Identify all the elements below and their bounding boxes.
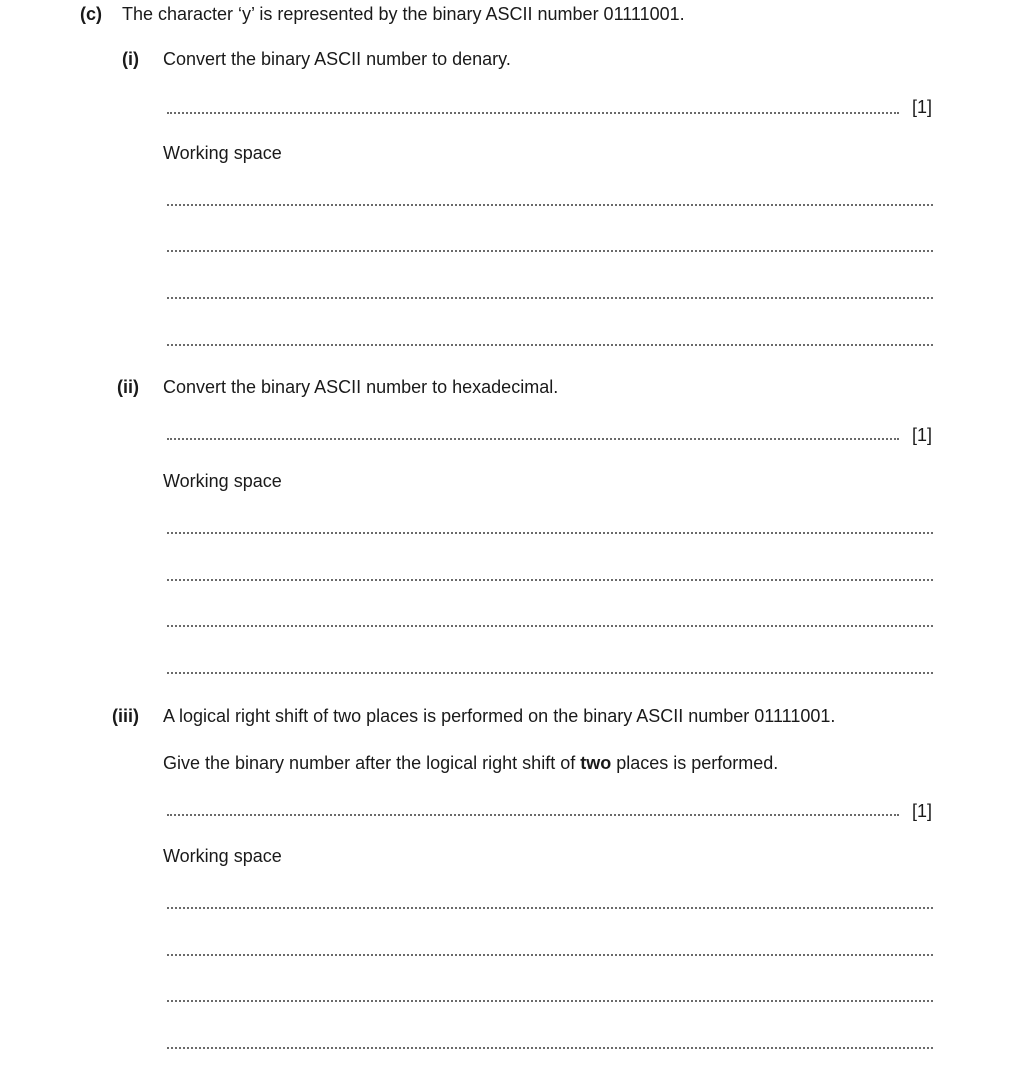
- working-space-label-ii: Working space: [163, 471, 282, 491]
- marks-ii: [1]: [912, 425, 933, 445]
- working-line[interactable]: [167, 204, 933, 206]
- question-label-iii: (iii): [112, 706, 139, 726]
- working-line[interactable]: [167, 954, 933, 956]
- answer-line-i[interactable]: [167, 112, 899, 114]
- working-space-label-i: Working space: [163, 143, 282, 163]
- marks-i: [1]: [912, 97, 933, 117]
- working-line[interactable]: [167, 532, 933, 534]
- question-label-ii: (ii): [117, 377, 139, 397]
- question-instruction-iii: [163, 753, 778, 774]
- working-space-label-iii: Working space: [163, 846, 282, 866]
- working-line[interactable]: [167, 297, 933, 299]
- part-label: (c): [80, 4, 102, 24]
- question-label-i: (i): [122, 49, 139, 69]
- answer-line-iii[interactable]: [167, 814, 899, 816]
- working-line[interactable]: [167, 579, 933, 581]
- instruction-emphasis: two: [580, 753, 612, 773]
- instruction-text: places is performed.: [611, 753, 779, 773]
- working-line[interactable]: [167, 1000, 933, 1002]
- question-prompt-iii: A logical right shift of two places is performed on the binary ASCII number 01111001.: [163, 706, 836, 726]
- question-prompt-i: Convert the binary ASCII number to denary.: [163, 49, 511, 69]
- instruction-text: Give the binary number after the logical right shift of: [163, 753, 581, 773]
- working-line[interactable]: [167, 250, 933, 252]
- answer-line-ii[interactable]: [167, 438, 899, 440]
- working-line[interactable]: [167, 672, 933, 674]
- question-prompt-ii: Convert the binary ASCII number to hexadecimal.: [163, 377, 559, 397]
- marks-iii: [1]: [912, 801, 933, 821]
- part-stem: The character ‘y’ is represented by the binary ASCII number 01111001.: [122, 4, 685, 24]
- working-line[interactable]: [167, 625, 933, 627]
- working-line[interactable]: [167, 1047, 933, 1049]
- working-line[interactable]: [167, 907, 933, 909]
- working-line[interactable]: [167, 344, 933, 346]
